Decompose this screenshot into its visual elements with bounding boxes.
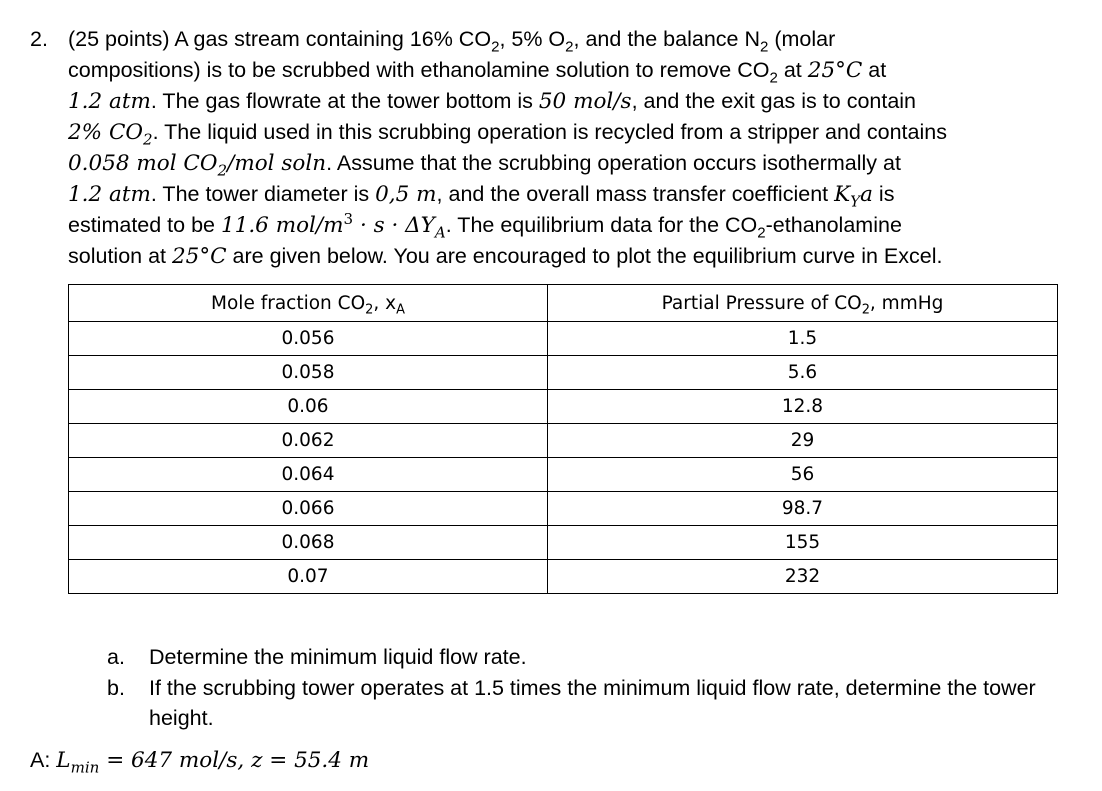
- table-row: [69, 390, 1058, 424]
- table-row: [69, 492, 1058, 526]
- header-mole-fraction: Mole fraction $CO_2$, $x_A$: [69, 285, 548, 322]
- mole-fraction-cell: 0.068: [69, 526, 548, 560]
- answer-prefix: A:: [30, 748, 57, 772]
- question-line-2: compositions) is to be scrubbed with ethanolamine solution to remove $CO_2$ at 25°C at: [68, 58, 887, 87]
- question-line-4: 2% $CO_2$. The liquid used in this scrubbing operation is recycled from a stripper and contains: [68, 120, 947, 149]
- answer-min: min: [70, 758, 100, 777]
- partial-pressure-cell: 155: [548, 526, 1058, 560]
- table-row: [69, 526, 1058, 560]
- part-a: [107, 642, 1077, 673]
- table-row: [69, 322, 1058, 356]
- question-block: [30, 24, 1090, 272]
- equilibrium-data-table: [68, 284, 1058, 594]
- part-letter: b.: [107, 675, 125, 700]
- table-header-row: [69, 285, 1058, 322]
- part-text: If the scrubbing tower operates at 1.5 times the minimum liquid flow rate, determine the tower height.: [149, 675, 1036, 730]
- partial-pressure-cell: 232: [548, 560, 1058, 594]
- partial-pressure-cell: 1.5: [548, 322, 1058, 356]
- mole-fraction-cell: 0.058: [69, 356, 548, 390]
- table-row: [69, 560, 1058, 594]
- partial-pressure-cell: 98.7: [548, 492, 1058, 526]
- part-text: Determine the minimum liquid flow rate.: [149, 645, 527, 669]
- answer-values: = 647 mol/s, z = 55.4 m: [99, 748, 370, 773]
- question-text: [68, 24, 1090, 272]
- table-row: [69, 356, 1058, 390]
- question-line-8: solution at 25°C are given below. You are encouraged to plot the equilibrium curve in Excel.: [68, 244, 943, 269]
- part-letter: a.: [107, 645, 125, 669]
- part-b: [107, 673, 1077, 734]
- partial-pressure-cell: 12.8: [548, 390, 1058, 424]
- question-line-1: (25 points) A gas stream containing 16% $CO_2$, 5% $O_2$, and the balance $N_2$ (molar: [68, 27, 836, 56]
- mole-fraction-cell: 0.056: [69, 322, 548, 356]
- question-line-7: estimated to be 11.6 mol/$m^3 \cdot s \cdot \Delta Y_A$. The equilibrium data for the $CO_2$-ethanolamine: [68, 209, 902, 242]
- answer-L: L: [56, 748, 71, 773]
- partial-pressure-cell: 56: [548, 458, 1058, 492]
- question-line-5: 0.058 mol $CO_2$/mol soln. Assume that the scrubbing operation occurs isothermally at: [68, 151, 901, 180]
- mole-fraction-cell: 0.062: [69, 424, 548, 458]
- header-partial-pressure: Partial Pressure of $CO_2$, mmHg: [548, 285, 1058, 322]
- mole-fraction-cell: 0.064: [69, 458, 548, 492]
- question-number: 2.: [30, 27, 48, 51]
- partial-pressure-cell: 29: [548, 424, 1058, 458]
- question-parts: [107, 642, 1077, 734]
- question-line-3: 1.2 atm. The gas flowrate at the tower bottom is 50 mol/s, and the exit gas is to contain: [68, 89, 917, 114]
- mole-fraction-cell: 0.066: [69, 492, 548, 526]
- answer-line: [30, 745, 369, 776]
- table-row: [69, 424, 1058, 458]
- mole-fraction-cell: 0.06: [69, 390, 548, 424]
- mole-fraction-cell: 0.07: [69, 560, 548, 594]
- partial-pressure-cell: 5.6: [548, 356, 1058, 390]
- table-row: [69, 458, 1058, 492]
- question-line-6: 1.2 atm. The tower diameter is 0,5 m, and the overall mass transfer coefficient $K_Ya$ is: [68, 182, 895, 211]
